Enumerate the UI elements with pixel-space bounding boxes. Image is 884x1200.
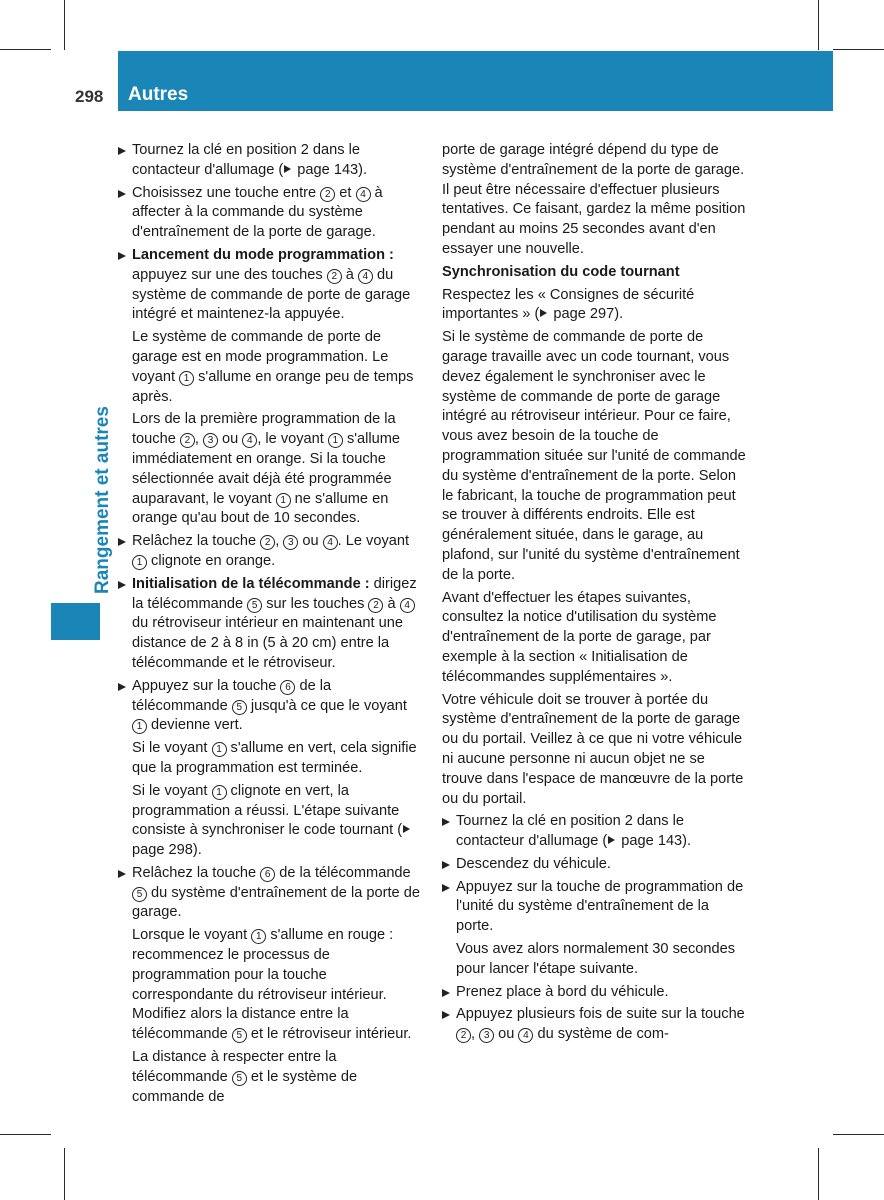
page-reference-icon [608, 836, 615, 844]
crop-mark [833, 49, 884, 50]
callout-number: 4 [356, 187, 371, 202]
bullet-triangle-icon [442, 818, 450, 826]
crop-mark [833, 1134, 884, 1135]
body-paragraph: Respectez les « Consignes de sécurité importantes » ( page 297). [442, 286, 695, 323]
instruction-step: Choisissez une touche entre 2 et 4 à affecter à la commande du système d'entraînement de la porte de garage. [118, 184, 423, 243]
callout-number: 5 [132, 887, 147, 902]
crop-mark [818, 0, 819, 50]
callout-number: 2 [327, 269, 342, 284]
callout-number: 1 [132, 555, 147, 570]
bullet-triangle-icon [442, 1011, 450, 1019]
instruction-step: Descendez du véhicule. [442, 855, 748, 875]
step-note: Si le voyant 1 clignote en vert, la programmation a réussi. L'étape suivante consiste à synchroniser le code tournant ( page 298). [118, 782, 423, 861]
callout-number: 1 [212, 785, 227, 800]
step-note: Lors de la première programmation de la touche 2 , 3 ou 4 , le voyant 1 s'allume immédiatement en orange. Si la touche sélectionnée avait déjà été programmée auparavant, le voyant 1 ne s'allume en orange qu'au bout de 10 secondes. [132, 411, 401, 527]
crop-mark [64, 0, 65, 50]
step-note: Le système de commande de porte de garage est en mode programmation. Le voyant 1 s'allume en orange peu de temps après. [132, 329, 414, 405]
left-column [118, 141, 423, 1110]
step-note: La distance à respecter entre la télécommande 5 et le système de commande de [132, 1049, 358, 1105]
callout-number: 1 [276, 493, 291, 508]
instruction-step: Appuyez sur la touche de programmation de l'unité du système d'entraînement de la porte. [442, 878, 748, 937]
callout-number: 2 [320, 187, 335, 202]
callout-number: 4 [242, 433, 257, 448]
bullet-triangle-icon [118, 870, 126, 878]
section-title: Autres [128, 84, 189, 105]
bullet-triangle-icon [118, 190, 126, 198]
bullet-triangle-icon [118, 147, 126, 155]
crop-mark [0, 1134, 51, 1135]
instruction-step: Tournez la clé en position 2 dans le contacteur d'allumage ( page 143). [118, 141, 423, 181]
page-reference-icon [284, 165, 291, 173]
instruction-step: Relâchez la touche 2 , 3 ou 4 . Le voyant 1 clignote en orange. [118, 532, 423, 572]
instruction-step: Prenez place à bord du véhicule. [442, 983, 748, 1003]
callout-number: 4 [400, 598, 415, 613]
callout-number: 3 [203, 433, 218, 448]
side-tab-label: Rangement et autres [92, 406, 113, 594]
instruction-step: Initialisation de la télécommande : dirigez la télécommande 5 sur les touches 2 à 4 du rétroviseur intérieur en maintenant une distance de 2 à 8 in (5 à 20 cm) entre la télécommande et le rétroviseur. [118, 575, 423, 674]
page-reference-icon [540, 309, 547, 317]
callout-number: 4 [358, 269, 373, 284]
callout-number: 2 [260, 535, 275, 550]
callout-number: 1 [328, 433, 343, 448]
callout-number: 5 [232, 1071, 247, 1086]
crop-mark [64, 1148, 65, 1200]
page-reference-icon [403, 825, 410, 833]
instruction-step: Relâchez la touche 6 de la télécommande 5 du système d'entraînement de la porte de garage. [118, 864, 423, 923]
callout-number: 3 [283, 535, 298, 550]
crop-mark [0, 49, 51, 50]
instruction-step: Tournez la clé en position 2 dans le contacteur d'allumage ( page 143). [442, 812, 748, 852]
side-tab-block [51, 603, 100, 640]
step-note: Si le voyant 1 s'allume en vert, cela signifie que la programmation est terminée. [132, 740, 417, 776]
step-heading: Initialisation de la télécommande : [132, 575, 370, 592]
subsection-heading: Synchronisation du code tournant [442, 263, 680, 280]
instruction-step: Lancement du mode programmation : appuyez sur une des touches 2 à 4 du système de commande de porte de garage intégré et maintenez-la appuyée. [118, 246, 423, 325]
right-column [442, 141, 748, 1048]
callout-number: 5 [232, 1028, 247, 1043]
step-heading: Lancement du mode programmation : [132, 246, 394, 263]
body-paragraph: Votre véhicule doit se trouver à portée du système d'entraînement de la porte de garage ou du portail. Veillez à ce que ni votre véhicule ni aucune personne ni aucun objet ne se trouve dans l'espace de manœuvre de la porte ou du portail. [442, 691, 744, 807]
step-note: Vous avez alors normalement 30 secondes pour lancer l'étape suivante. [456, 941, 736, 977]
callout-number: 6 [280, 680, 295, 695]
bullet-triangle-icon [118, 683, 126, 691]
instruction-step: Appuyez sur la touche 6 de la télécommande 5 jusqu'à ce que le voyant 1 devienne vert. [118, 677, 423, 736]
bullet-triangle-icon [118, 538, 126, 546]
callout-number: 2 [368, 598, 383, 613]
instruction-step: Appuyez plusieurs fois de suite sur la touche 2 , 3 ou 4 du système de com- [442, 1005, 748, 1045]
bullet-triangle-icon [442, 989, 450, 997]
callout-number: 5 [247, 598, 262, 613]
callout-number: 1 [179, 371, 194, 386]
callout-number: 5 [232, 700, 247, 715]
callout-number: 6 [260, 867, 275, 882]
step-note: Lorsque le voyant 1 s'allume en rouge : recommencez le processus de programmation pour la touche correspondante du rétroviseur intérieur. Modifiez alors la distance entre la télécommande 5 et le rétroviseur intérieur. [132, 927, 412, 1043]
body-paragraph: Si le système de commande de porte de garage travaille avec un code tournant, vous devez également le synchroniser avec le système de commande de porte de garage intégré au rétroviseur intérieur. Pour ce faire, vous avez besoin de la touche de programmation située sur l'unité de commande du système d'entraînement de la porte. Selon le fabricant, la touche de programmation peut se trouver à différents endroits. Elle est généralement située, dans le garage, au plafond, sur l'unité du système d'entraînement de la porte. [442, 329, 746, 583]
bullet-triangle-icon [118, 252, 126, 260]
callout-number: 4 [518, 1028, 533, 1043]
header-band [118, 51, 833, 111]
callout-number: 4 [323, 535, 338, 550]
bullet-triangle-icon [118, 581, 126, 589]
callout-number: 1 [132, 719, 147, 734]
body-paragraph: Avant d'effectuer les étapes suivantes, consultez la notice d'utilisation du système d'entraînement de la porte de garage, par exemple à la section « Initialisation de télécommandes supplémentaires ». [442, 589, 717, 685]
body-paragraph: porte de garage intégré dépend du type de système d'entraînement de la porte de garage. Il peut être nécessaire d'effectuer plusieurs tentatives. Ce faisant, gardez la même position pendant au moins 25 secondes avant d'en essayer une nouvelle. [442, 142, 746, 257]
page-number: 298 [75, 87, 104, 106]
callout-number: 2 [456, 1028, 471, 1043]
callout-number: 2 [180, 433, 195, 448]
callout-number: 1 [212, 742, 227, 757]
callout-number: 1 [251, 929, 266, 944]
bullet-triangle-icon [442, 861, 450, 869]
callout-number: 3 [479, 1028, 494, 1043]
bullet-triangle-icon [442, 884, 450, 892]
crop-mark [818, 1148, 819, 1200]
